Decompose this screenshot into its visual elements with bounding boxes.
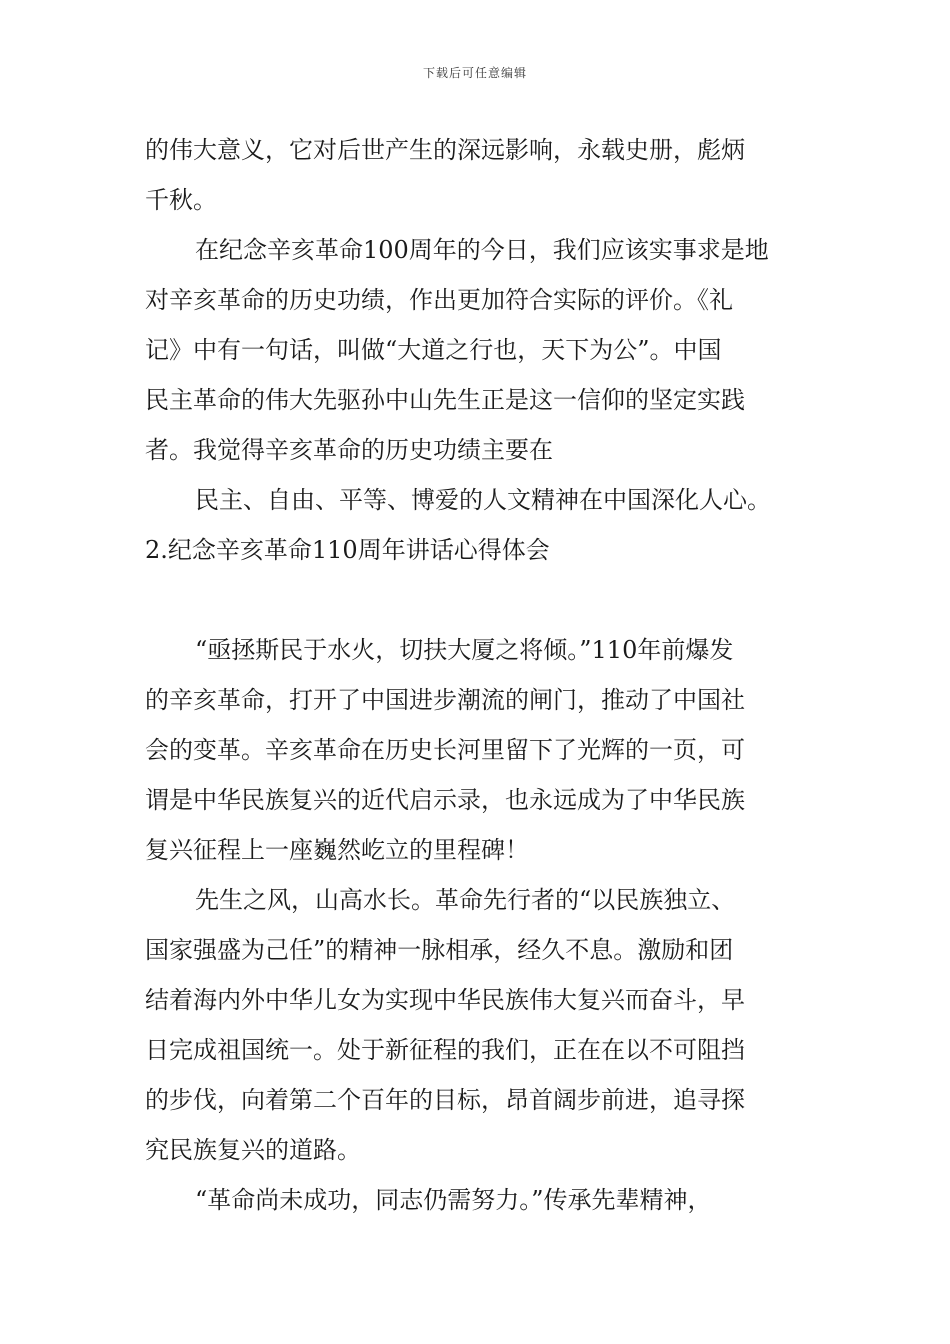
text-line: 先生之风，山高水长。革命先行者的“以民族独立、 [195,886,736,914]
text-line: 记》中有一句话，叫做“大道之行也，天下为公”。中国 [145,336,722,364]
text-line: “亟拯斯民于水火，切扶大厦之将倾。”110年前爆发 [195,636,734,664]
text-line: 者。我觉得辛亥革命的历史功绩主要在 [145,436,553,464]
text-line: 结着海内外中华儿女为实现中华民族伟大复兴而奋斗，早 [145,986,745,1014]
text-line: 国家强盛为己任”的精神一脉相承，经久不息。激励和团 [145,936,734,964]
text-line: 民主革命的伟大先驱孙中山先生正是这一信仰的坚定实践 [145,386,745,414]
text-line: “革命尚未成功，同志仍需努力。”传承先辈精神， [195,1186,712,1214]
text-line: 的步伐，向着第二个百年的目标，昂首阔步前进，追寻探 [145,1086,745,1114]
text-line: 对辛亥革命的历史功绩，作出更加符合实际的评价。《礼 [145,286,733,314]
text-line: 究民族复兴的道路。 [145,1136,361,1164]
text-line: 的辛亥革命，打开了中国进步潮流的闸门，推动了中国社 [145,686,745,714]
section-heading: 2.纪念辛亥革命110周年讲话心得体会 [145,536,550,564]
text-line: 的伟大意义，它对后世产生的深远影响，永载史册，彪炳 [145,136,745,164]
text-line: 会的变革。辛亥革命在历史长河里留下了光辉的一页，可 [145,736,745,764]
page-header: 下载后可任意编辑 [422,66,527,80]
text-line: 复兴征程上一座巍然屹立的里程碑！ [145,836,529,864]
text-line: 日完成祖国统一。处于新征程的我们，正在在以不可阻挡 [145,1036,745,1064]
text-line: 在纪念辛亥革命100周年的今日，我们应该实事求是地 [195,236,769,264]
text-line: 千秋。 [145,186,217,214]
text-line: 谓是中华民族复兴的近代启示录，也永远成为了中华民族 [145,786,745,814]
text-line: 民主、自由、平等、博爱的人文精神在中国深化人心。 [195,486,771,514]
